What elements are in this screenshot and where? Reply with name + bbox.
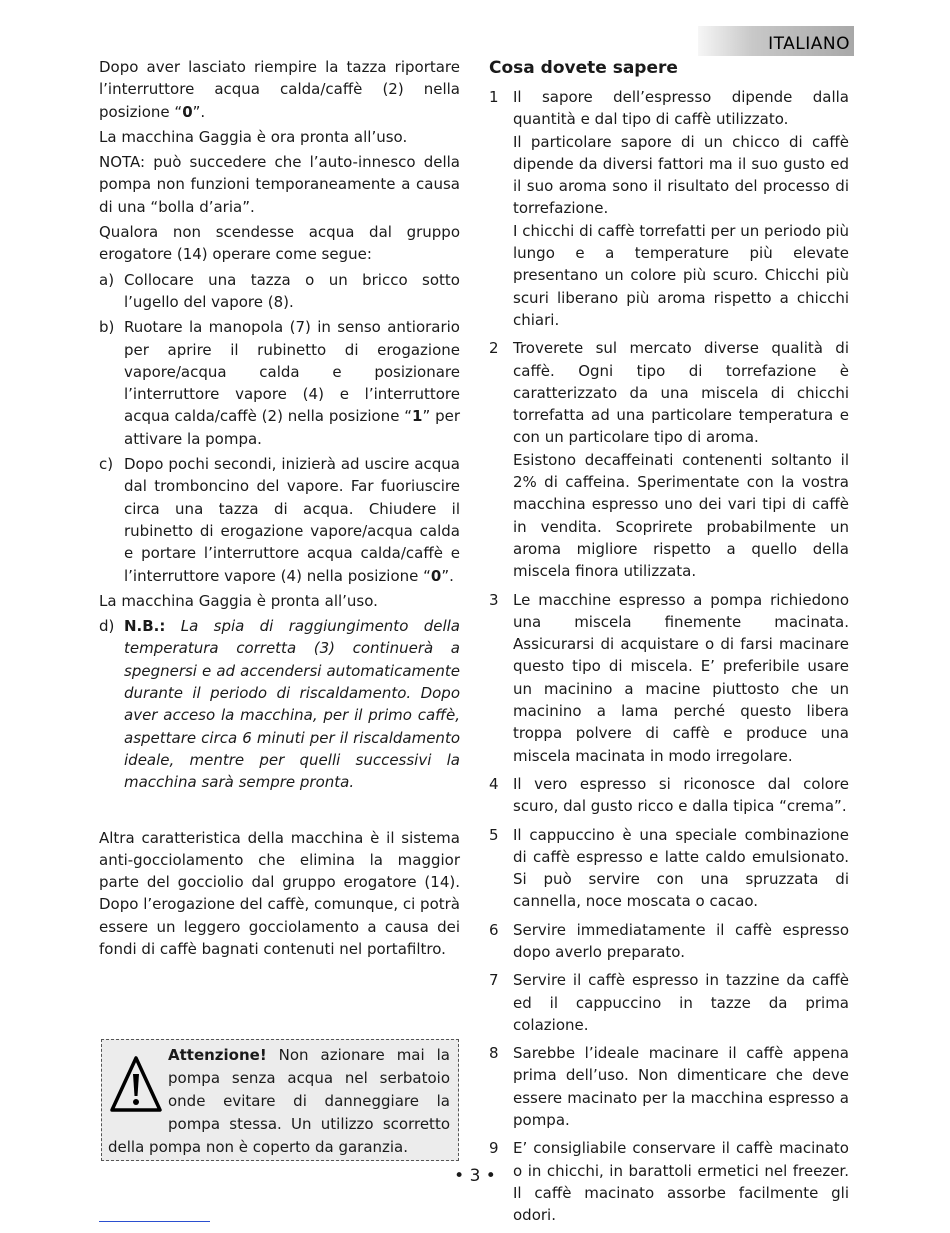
paragraph: Qualora non scendesse acqua dal gruppo erogatore (14) operare come segue: xyxy=(99,223,460,264)
list-item xyxy=(489,589,849,767)
list-item-text: Le macchine espresso a pompa richiedono una miscela finemente macinata. Assicurarsi di acquistare o di farsi macinare questo tipo di miscela. E’ preferibile usare un macinino a macine piuttosto che un macinino a lama perché questo libera troppa polvere di caffè e produce una miscela macinata in modo irregolare. xyxy=(513,590,849,765)
nb-text: La spia di raggiungimento della temperatura corretta (3) continuerà a spegnersi e ad accendersi automaticamente durante il periodo di riscaldamento. Dopo aver acceso la macchina, per il primo caffè, aspettare circa 6 minuti per il riscaldamento ideale, mentre per quelli successivi la macchina sarà sempre pronta. xyxy=(124,617,460,792)
warning-icon xyxy=(108,1052,164,1118)
section-title: Cosa dovete sapere xyxy=(489,58,678,78)
note-paragraph: NOTA: può succedere che l’auto-innesco della pompa non funzioni temporaneamente a causa di una “bolla d’aria”. xyxy=(99,153,460,216)
list-item-number: 2 xyxy=(489,339,499,358)
list-item-number: 1 xyxy=(489,88,499,106)
list-item-label: b) xyxy=(99,318,115,337)
list-item-text: Ruotare la manopola (7) in senso antiorario per aprire il rubinetto di erogazione vapore/acqua calda e posizionare l’interruttore vapore (4) e l’interruttore acqua calda/caffè (2) nella posizione “1” per attivare la pompa. xyxy=(124,318,460,448)
list-item xyxy=(489,337,849,582)
list-item-text: Esistono decaffeinati contenenti soltanto il 2% di caffeina. Sperimentate con la vostra macchina espresso uno dei vari tipi di caffè in vendita. Scoprirete probabilmente un aroma migliore rispetto a quello della miscela finora utilizzata. xyxy=(513,450,849,581)
list-item-text: Il particolare sapore di un chicco di caffè dipende da diversi fattori ma il suo gusto ed il suo aroma sono il risultato del processo di torrefazione. xyxy=(513,132,849,218)
list-item-number: 4 xyxy=(489,774,499,793)
nb-label: N.B.: xyxy=(124,617,166,636)
page-number: • 3 • xyxy=(454,1166,496,1186)
left-column xyxy=(99,56,460,963)
paragraph: La macchina Gaggia è pronta all’uso. xyxy=(99,591,378,610)
list-item-text: E’ consigliabile conservare il caffè macinato o in chicchi, in barattoli ermetici nel freezer. Il caffè macinato assorbe facilmente gli odori. xyxy=(513,1139,849,1225)
list-item-number: 8 xyxy=(489,1044,499,1063)
list-item xyxy=(489,969,849,1036)
numbered-list xyxy=(489,86,849,1227)
warning-text: Non azionare mai la pompa senza acqua nel serbatoio onde evitare di danneggiare la pompa stessa. Un utilizzo scorretto della pompa non è coperto da garanzia. xyxy=(108,1046,450,1156)
list-item-text: Servire il caffè espresso in tazzine da caffè ed il cappuccino in tazze da prima colazione. xyxy=(513,971,849,1034)
footer-divider xyxy=(99,1221,210,1222)
list-item-text: Troverete sul mercato diverse qualità di caffè. Ogni tipo di torrefazione è caratterizzato da una miscela di chicchi torrefatta ad una particolare temperatura e con un particolare tipo di aroma. xyxy=(513,339,849,447)
right-column xyxy=(489,56,849,1233)
paragraph: Dopo aver lasciato riempire la tazza riportare l’interruttore acqua calda/caffè (2) nella posizione “0”. xyxy=(99,58,460,121)
list-item-label: d) xyxy=(99,617,115,636)
warning-heading: Attenzione! xyxy=(168,1046,267,1064)
list-item-text: Sarebbe l’ideale macinare il caffè appena prima dell’uso. Non dimenticare che deve essere macinato per la macchina espresso a pompa. xyxy=(513,1044,849,1130)
list-item-text: Il cappuccino è una speciale combinazione di caffè espresso e latte caldo emulsionato. Si può servire con una spruzzata di cannella, noce moscata o cacao. xyxy=(513,825,849,911)
list-item-number: 7 xyxy=(489,971,499,990)
paragraph: La macchina Gaggia è ora pronta all’uso. xyxy=(99,127,408,146)
list-item-number: 9 xyxy=(489,1139,499,1158)
list-item-label: c) xyxy=(99,455,114,474)
list-item-text: Servire immediatamente il caffè espresso dopo averlo preparato. xyxy=(513,920,849,961)
list-item xyxy=(99,316,460,450)
list-item-number: 5 xyxy=(489,825,499,844)
list-item-label: a) xyxy=(99,270,115,289)
list-item xyxy=(489,824,849,913)
warning-box xyxy=(101,1039,459,1161)
list-item xyxy=(489,773,849,818)
list-item-text: Il vero espresso si riconosce dal colore scuro, dal gusto ricco e dalla tipica “crema”. xyxy=(513,774,849,816)
list-item-text: I chicchi di caffè torrefatti per un periodo più lungo e a temperature più elevate presentano un colore più scuro. Chicchi più scuri liberano più aroma rispetto a chicchi chiari. xyxy=(513,221,849,329)
list-item xyxy=(489,919,849,964)
list-item-text: Il sapore dell’espresso dipende dalla quantità e dal tipo di caffè utilizzato. xyxy=(513,88,849,129)
list-item xyxy=(489,1042,849,1131)
list-item xyxy=(99,615,460,793)
list-item-text: Collocare una tazza o un bricco sotto l’ugello del vapore (8). xyxy=(124,270,460,311)
list-item xyxy=(99,269,460,314)
list-item xyxy=(489,86,849,331)
list-item-number: 3 xyxy=(489,590,499,609)
list-item-text: Dopo pochi secondi, inizierà ad uscire acqua dal tromboncino del vapore. Far fuoriuscire circa una tazza di acqua. Chiudere il rubinetto di erogazione vapore/acqua calda e portare l’interruttore acqua calda/caffè e l’interruttore vapore (4) nella posizione “0”. xyxy=(124,455,460,585)
paragraph: Altra caratteristica della macchina è il sistema anti-gocciolamento che elimina la maggior parte del gocciolio dal gruppo erogatore (14). Dopo l’erogazione del caffè, comunque, ci potrà essere un leggero gocciolamento a causa dei fondi di caffè bagnati contenuti nel portafiltro. xyxy=(99,828,460,958)
language-label: ITALIANO xyxy=(768,34,850,54)
list-item xyxy=(99,453,460,587)
list-item-number: 6 xyxy=(489,920,499,939)
language-tab xyxy=(698,26,854,56)
